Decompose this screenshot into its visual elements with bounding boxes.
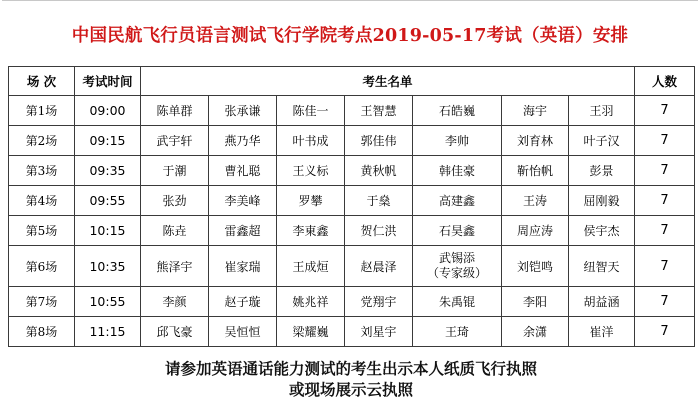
table-row [9,246,695,287]
table-row [9,96,695,126]
notice-text [8,352,694,416]
candidate-name-cell: 石昊鑫 [413,216,502,246]
session-cell: 第7场 [9,287,75,317]
session-cell: 第3场 [9,156,75,186]
candidate-name-cell: 邱飞豪 [141,317,209,347]
candidate-name-cell: 于燊 [345,186,413,216]
session-cell: 第6场 [9,246,75,287]
candidate-name-cell: 王义标 [277,156,345,186]
candidate-name-cell: 王成烜 [277,246,345,287]
candidate-name-cell: 海宇 [502,96,569,126]
page-title: 中国民航飞行员语言测试飞行学院考点2019-05-17考试（英语）安排 [2,0,698,67]
candidate-name-cell: 贺仁洪 [345,216,413,246]
candidate-name-cell: 胡益涵 [569,287,635,317]
session-cell: 第8场 [9,317,75,347]
notice-line-2: 或现场展示云执照 [288,380,413,399]
candidate-name-cell: 叶子汉 [569,126,635,156]
candidate-name-cell: 崔家瑞 [209,246,277,287]
table-row [9,156,695,186]
candidate-name-cell: 韩佳豪 [413,156,502,186]
candidate-name-cell: 曹礼聪 [209,156,277,186]
spreadsheet-sheet [2,0,698,416]
candidate-name-cell: 陈垚 [141,216,209,246]
table-row [9,186,695,216]
candidate-name-cell: 熊泽宇 [141,246,209,287]
session-cell: 第2场 [9,126,75,156]
session-cell: 第1场 [9,96,75,126]
candidate-name-cell: 于潮 [141,156,209,186]
candidate-name-cell: 武宇轩 [141,126,209,156]
count-cell: 7 [635,156,695,186]
candidate-name-cell: 靳怡帆 [502,156,569,186]
candidate-name-cell: 李帅 [413,126,502,156]
header-time: 考试时间 [75,67,141,96]
count-cell: 7 [635,96,695,126]
header-count: 人数 [635,67,695,96]
table-row [9,216,695,246]
candidate-name-cell: 刘星宇 [345,317,413,347]
candidate-name-cell: 梁耀巍 [277,317,345,347]
time-cell: 10:55 [75,287,141,317]
candidate-name-cell: 李美峰 [209,186,277,216]
candidate-name-cell: 刘铠鸣 [502,246,569,287]
count-cell: 7 [635,216,695,246]
candidate-name-cell: 朱禹锟 [413,287,502,317]
candidate-name-cell: 雷鑫超 [209,216,277,246]
time-cell: 09:35 [75,156,141,186]
candidate-name-cell: 王琦 [413,317,502,347]
time-cell: 09:15 [75,126,141,156]
candidate-name: 武锡添 [438,251,475,265]
time-cell: 09:00 [75,96,141,126]
session-cell: 第5场 [9,216,75,246]
count-cell: 7 [635,317,695,347]
candidate-name-cell: 刘育林 [502,126,569,156]
table-row [9,317,695,347]
candidate-name-cell: 纽智天 [569,246,635,287]
candidate-name-cell: 陈单群 [141,96,209,126]
header-names: 考生名单 [141,67,635,96]
candidate-name-cell: 王智慧 [345,96,413,126]
time-cell: 09:55 [75,186,141,216]
candidate-name-cell [413,246,502,287]
candidate-name-cell: 罗攀 [277,186,345,216]
candidate-name-cell: 张承谦 [209,96,277,126]
table-header-row [9,67,695,96]
candidate-name-cell: 石皓巍 [413,96,502,126]
candidate-name-cell: 余潇 [502,317,569,347]
candidate-name-cell: 王羽 [569,96,635,126]
candidate-name-cell: 郭佳伟 [345,126,413,156]
table-row [9,287,695,317]
count-cell: 7 [635,287,695,317]
time-cell: 11:15 [75,317,141,347]
candidate-name-cell: 姚兆祥 [277,287,345,317]
candidate-name-cell: 党翔宇 [345,287,413,317]
candidate-name-cell: 李東鑫 [277,216,345,246]
notice-line-1: 请参加英语通话能力测试的考生出示本人纸质飞行执照 [164,359,537,378]
count-cell: 7 [635,126,695,156]
candidate-name-cell: 周应涛 [502,216,569,246]
count-cell: 7 [635,246,695,287]
candidate-name-cell: 张劲 [141,186,209,216]
candidate-name-cell: 燕乃华 [209,126,277,156]
candidate-name-cell: 赵晨泽 [345,246,413,287]
candidate-name-cell: 赵子璇 [209,287,277,317]
table-row [9,126,695,156]
exam-schedule-table [8,66,695,347]
candidate-name-cell: 李阳 [502,287,569,317]
candidate-name-cell: 吴恒恒 [209,317,277,347]
candidate-name-cell: 王涛 [502,186,569,216]
candidate-name-cell: 高建鑫 [413,186,502,216]
header-session: 场 次 [9,67,75,96]
candidate-name-cell: 崔洋 [569,317,635,347]
candidate-name-cell: 陈佳一 [277,96,345,126]
time-cell: 10:35 [75,246,141,287]
candidate-name-cell: 屈刚毅 [569,186,635,216]
candidate-name-cell: 李颜 [141,287,209,317]
candidate-level-note: （专家级） [426,266,487,280]
time-cell: 10:15 [75,216,141,246]
candidate-name-cell: 黄秋帆 [345,156,413,186]
candidate-name-cell: 叶书成 [277,126,345,156]
count-cell: 7 [635,186,695,216]
session-cell: 第4场 [9,186,75,216]
candidate-name-cell: 侯宇杰 [569,216,635,246]
candidate-name-cell: 彭景 [569,156,635,186]
